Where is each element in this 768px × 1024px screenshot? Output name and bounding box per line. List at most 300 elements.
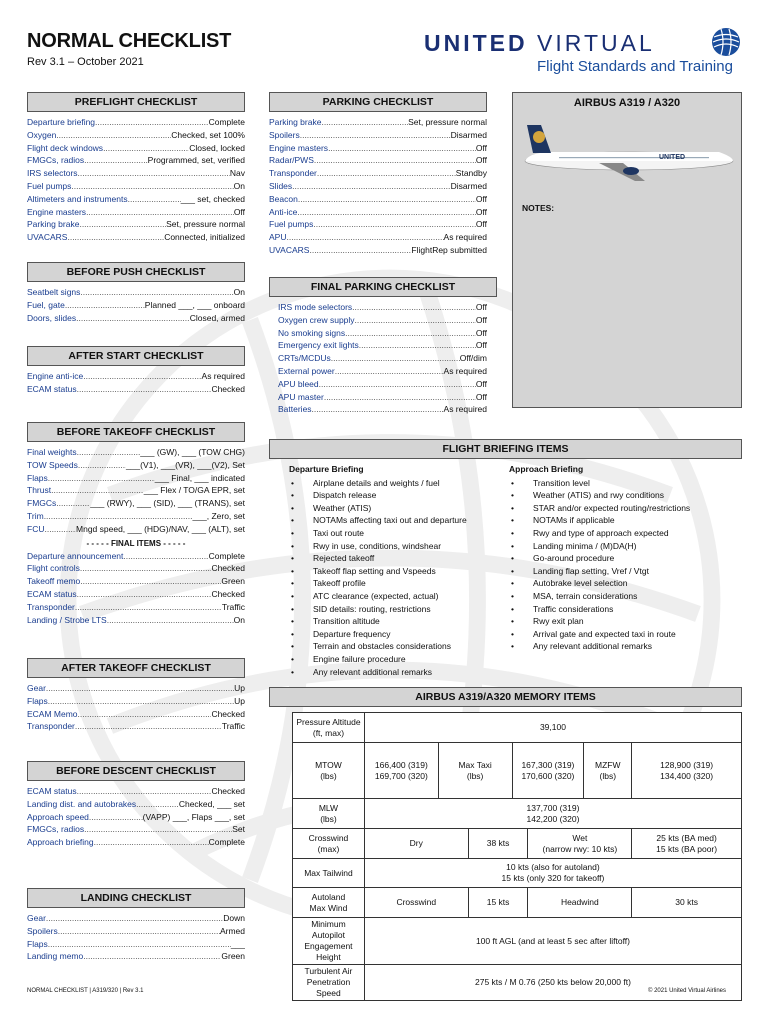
- bullet-icon: •: [291, 527, 294, 538]
- checklist-item-label: Trim: [27, 510, 44, 521]
- bullet-icon: •: [511, 590, 514, 601]
- bullet-icon: •: [511, 540, 514, 551]
- briefing-item-text: Taxi out route: [313, 527, 365, 538]
- turbulent-air-value: 275 kts / M 0.76 (250 kts below 20,000 ft): [364, 965, 741, 1001]
- briefing-item: [289, 489, 499, 502]
- checklist-item: [27, 510, 245, 523]
- bullet-icon: •: [511, 578, 514, 589]
- briefing-item: [509, 640, 742, 653]
- checklist-item-label: ECAM Memo: [27, 708, 78, 719]
- mtow-value: 166,400 (319) 169,700 (320): [364, 743, 438, 799]
- checklist-item-label: Parking brake: [27, 219, 80, 230]
- checklist-item-value: As required: [201, 371, 245, 381]
- checklist-item-value: Checked, ___ set: [178, 798, 245, 809]
- checklist-item-value: Closed, armed: [189, 312, 245, 323]
- checklist-item-label: Radar/PWS: [269, 155, 314, 166]
- checklist-item: [27, 142, 245, 155]
- leader-dots: [80, 575, 221, 588]
- leader-dots: [359, 339, 476, 352]
- leader-dots: [314, 154, 476, 167]
- leader-dots: [80, 562, 212, 575]
- leader-dots: [300, 129, 451, 142]
- checklist-item-value: Off: [475, 391, 487, 402]
- leader-dots: [345, 327, 476, 340]
- checklist-item: [27, 938, 245, 951]
- leader-dots: [76, 312, 190, 325]
- footer-right: © 2021 United Virtual Airlines: [648, 988, 727, 994]
- checklist-item: [27, 811, 245, 824]
- checklist-item-value: ___: [230, 938, 245, 949]
- checklist-item-value: Closed, locked: [189, 142, 245, 153]
- checklist-item-label: Emergency exit lights: [278, 340, 359, 351]
- checklist-item: [269, 167, 487, 180]
- bullet-icon: •: [291, 666, 294, 677]
- checklist-item-value: Armed: [219, 925, 245, 936]
- checklist-item-label: CRTs/MCDUs: [278, 353, 331, 364]
- leader-dots: [297, 206, 475, 219]
- bullet-icon: •: [511, 502, 514, 513]
- checklist-item: [27, 785, 245, 798]
- memory-items-table: [292, 712, 742, 1001]
- briefing-item: [289, 502, 499, 515]
- briefing-item: [289, 527, 499, 540]
- checklist-item-value: ___ Flex / TO/GA EPR, set: [143, 485, 245, 496]
- leader-dots: [58, 925, 220, 938]
- checklist-item-label: Flight deck windows: [27, 142, 104, 153]
- checklist-item: [27, 459, 245, 472]
- checklist-item-value: ___ set, checked: [180, 193, 245, 204]
- checklist-item: [278, 301, 487, 314]
- checklist-item-label: Fuel pumps: [269, 219, 314, 230]
- bullet-icon: •: [511, 527, 514, 538]
- brand-logo: [424, 30, 742, 80]
- briefing-item-text: Go-around procedure: [533, 553, 615, 564]
- checklist-item-value: Off: [475, 378, 487, 389]
- checklist-item-value: Traffic: [221, 601, 245, 612]
- leader-dots: [44, 523, 76, 536]
- briefing-item: [289, 640, 499, 653]
- min-autopilot-label: Minimum Autopilot Engagement Height: [293, 918, 365, 965]
- leader-dots: [84, 154, 148, 167]
- before-takeoff-checklist: [27, 422, 245, 626]
- checklist-item-label: Parking brake: [269, 117, 322, 127]
- checklist-item-value: Off: [475, 206, 487, 217]
- checklist-item-label: Spoilers: [269, 129, 300, 140]
- leader-dots: [56, 129, 171, 142]
- checklist-item-label: Engine anti-ice: [27, 371, 84, 381]
- leader-dots: [89, 811, 143, 824]
- bullet-icon: •: [511, 553, 514, 564]
- checklist-item-value: On: [233, 287, 245, 297]
- section-header: PREFLIGHT CHECKLIST: [27, 92, 245, 112]
- checklist-item: [278, 314, 487, 327]
- checklist-item-label: Fuel pumps: [27, 180, 72, 191]
- crosswind-dry-value: 38 kts: [468, 829, 528, 859]
- leader-dots: [107, 614, 234, 627]
- briefing-item-text: Landing flap setting, Vref / Vtgt: [533, 565, 649, 576]
- checklist-item-value: Green: [221, 576, 245, 587]
- checklist-item-value: Disarmed: [450, 129, 487, 140]
- leader-dots: [78, 459, 126, 472]
- autoland-crosswind-value: 15 kts: [468, 888, 528, 918]
- checklist-item-label: Seatbelt signs: [27, 287, 81, 297]
- leader-dots: [355, 314, 476, 327]
- bullet-icon: •: [291, 628, 294, 639]
- leader-dots: [319, 378, 476, 391]
- checklist-item: [27, 299, 245, 312]
- leader-dots: [48, 472, 155, 485]
- footer-left: NORMAL CHECKLIST | A319/320 | Rev 3.1: [27, 988, 144, 994]
- briefing-item: [509, 489, 742, 502]
- mtow-label: MTOW (lbs): [293, 743, 365, 799]
- checklist-item-value: Disarmed: [450, 180, 487, 191]
- checklist-item-label: APU bleed: [278, 378, 319, 389]
- checklist-item-label: Transponder: [27, 721, 75, 732]
- checklist-item-label: Engine masters: [27, 206, 87, 217]
- briefing-item-text: MSA, terrain considerations: [533, 590, 638, 601]
- brand-word-virtual: VIRTUAL: [537, 30, 655, 56]
- checklist-item-label: Landing dist. and autobrakes: [27, 798, 137, 809]
- leader-dots: [136, 798, 179, 811]
- checklist-item: [278, 365, 487, 378]
- leader-dots: [46, 682, 234, 695]
- leader-dots: [46, 912, 223, 925]
- checklist-item: [27, 167, 245, 180]
- bullet-icon: •: [291, 477, 294, 488]
- autoland-headwind-label: Headwind: [528, 888, 632, 918]
- checklist-item-label: Batteries: [278, 404, 312, 415]
- aircraft-image-icon: [519, 119, 735, 189]
- checklist-item-label: Landing / Strobe LTS: [27, 614, 107, 625]
- checklist-item-label: Flight controls: [27, 563, 80, 574]
- bullet-icon: •: [291, 590, 294, 601]
- leader-dots: [78, 167, 230, 180]
- briefing-item: [509, 590, 742, 603]
- checklist-item-value: As required: [443, 404, 487, 415]
- checklist-item-label: IRS selectors: [27, 168, 78, 179]
- brand-wordmark: [424, 30, 655, 57]
- section-header: FINAL PARKING CHECKLIST: [269, 277, 497, 297]
- checklist-item: [27, 836, 245, 849]
- checklist-item-value: Off: [475, 155, 487, 166]
- checklist-item-value: FlightRep submitted: [411, 244, 487, 255]
- checklist-item-label: Oxygen: [27, 129, 57, 140]
- checklist-item-value: Checked, set 100%: [171, 129, 245, 140]
- briefing-item-text: NOTAMs if applicable: [533, 515, 615, 526]
- briefing-item-text: Rwy in use, conditions, windshear: [313, 540, 442, 551]
- bullet-icon: •: [291, 641, 294, 652]
- checklist-item: [27, 912, 245, 925]
- checklist-item-label: APU master: [278, 391, 324, 402]
- briefing-item: [289, 565, 499, 578]
- briefing-item-text: Any relevant additional remarks: [533, 641, 653, 652]
- briefing-item-text: Dispatch release: [313, 490, 377, 501]
- revision-text: Rev 3.1 – October 2021: [27, 56, 144, 68]
- bullet-icon: •: [291, 515, 294, 526]
- checklist-item: [269, 180, 487, 193]
- section-header: FLIGHT BRIEFING ITEMS: [269, 439, 742, 459]
- checklist-item-value: ___ Final, ___ indicated: [154, 472, 245, 483]
- checklist-item-value: Checked: [211, 588, 245, 599]
- checklist-item-value: Checked: [211, 786, 245, 796]
- checklist-item-value: As required: [443, 365, 487, 376]
- checklist-item-value: ___ (RWY), ___ (SID), ___ (TRANS), set: [90, 498, 245, 509]
- checklist-item-label: Approach briefing: [27, 837, 94, 848]
- leader-dots: [48, 695, 234, 708]
- leader-dots: [65, 299, 145, 312]
- leader-dots: [317, 167, 456, 180]
- checklist-item-label: Oxygen crew supply: [278, 314, 355, 325]
- checklist-item: [27, 129, 245, 142]
- briefing-item-text: Rwy exit plan: [533, 616, 584, 627]
- leader-dots: [77, 446, 141, 459]
- briefing-item: [289, 603, 499, 616]
- checklist-item-label: UVACARS: [27, 232, 68, 243]
- checklist-item-label: Altimeters and instruments: [27, 193, 128, 204]
- bullet-icon: •: [291, 653, 294, 664]
- checklist-item-label: ECAM status: [27, 786, 77, 796]
- checklist-item: [269, 116, 487, 129]
- checklist-item: [269, 206, 487, 219]
- briefing-item: [289, 514, 499, 527]
- leader-dots: [56, 497, 90, 510]
- leader-dots: [324, 391, 476, 404]
- section-header: AFTER START CHECKLIST: [27, 346, 245, 366]
- leader-dots: [95, 116, 209, 129]
- leader-dots: [286, 231, 443, 244]
- leader-dots: [71, 180, 233, 193]
- briefing-item: [289, 653, 499, 666]
- briefing-item: [509, 527, 742, 540]
- leader-dots: [335, 365, 444, 378]
- briefing-item: [509, 514, 742, 527]
- crosswind-wet-value: 25 kts (BA med) 15 kts (BA poor): [632, 829, 742, 859]
- checklist-item-label: APU: [269, 232, 287, 243]
- checklist-item-value: Set, pressure normal: [408, 117, 487, 127]
- checklist-item-value: Complete: [208, 550, 245, 561]
- leader-dots: [128, 193, 181, 206]
- checklist-item-label: Thrust: [27, 485, 52, 496]
- briefing-item-text: Terrain and obstacles considerations: [313, 641, 451, 652]
- checklist-item-label: No smoking signs: [278, 327, 346, 338]
- departure-briefing-title: Departure Briefing: [289, 464, 364, 474]
- briefing-item-text: Traffic considerations: [533, 603, 614, 614]
- briefing-item-text: Takeoff profile: [313, 578, 366, 589]
- leader-dots: [51, 484, 144, 497]
- checklist-item: [278, 403, 487, 416]
- parking-checklist: [269, 92, 487, 257]
- checklist-item-value: Programmed, set, verified: [147, 155, 245, 166]
- checklist-item: [27, 472, 245, 485]
- checklist-item-value: Planned ___, ___ onboard: [144, 299, 245, 310]
- autoland-crosswind-label: Crosswind: [364, 888, 468, 918]
- bullet-icon: •: [511, 603, 514, 614]
- leader-dots: [352, 301, 476, 314]
- checklist-item-value: Traffic: [221, 721, 245, 732]
- briefing-item-text: NOTAMs affecting taxi out and departure: [313, 515, 467, 526]
- approach-briefing-title: Approach Briefing: [509, 464, 584, 474]
- checklist-item-value: Off: [475, 142, 487, 153]
- checklist-item: [27, 116, 245, 129]
- checklist-item-label: Flaps: [27, 695, 48, 706]
- leader-dots: [77, 383, 212, 396]
- leader-dots: [328, 142, 476, 155]
- briefing-item-text: Rwy and type of approach expected: [533, 527, 669, 538]
- checklist-item-value: ___ (GW), ___ (TOW CHG): [140, 447, 245, 457]
- checklist-item-value: On: [233, 614, 245, 625]
- checklist-item: [27, 798, 245, 811]
- leader-dots: [75, 720, 222, 733]
- checklist-item-label: FMGCs, radios: [27, 824, 85, 835]
- before-push-checklist: [27, 262, 245, 324]
- checklist-item-value: Off: [475, 340, 487, 351]
- bullet-icon: •: [291, 490, 294, 501]
- mzfw-label: MZFW (lbs): [584, 743, 632, 799]
- crosswind-wet-label: Wet (narrow rwy: 10 kts): [528, 829, 632, 859]
- checklist-item: [269, 193, 487, 206]
- briefing-item: [509, 565, 742, 578]
- landing-checklist: [27, 888, 245, 963]
- briefing-item: [289, 628, 499, 641]
- briefing-item: [289, 577, 499, 590]
- bullet-icon: •: [511, 616, 514, 627]
- checklist-item-label: Engine masters: [269, 142, 329, 153]
- final-items-label: - - - - - FINAL ITEMS - - - - -: [86, 538, 186, 548]
- leader-dots: [78, 708, 212, 721]
- briefing-item-text: Transition altitude: [313, 616, 380, 627]
- briefing-item-text: Arrival gate and expected taxi in route: [533, 628, 676, 639]
- checklist-item-label: Takeoff memo: [27, 576, 81, 587]
- briefing-item-text: Any relevant additional remarks: [313, 666, 433, 677]
- page-title: NORMAL CHECKLIST: [27, 30, 232, 52]
- checklist-item-value: Nav: [229, 168, 245, 179]
- leader-dots: [292, 180, 450, 193]
- mzfw-value: 128,900 (319) 134,400 (320): [632, 743, 742, 799]
- mlw-value: 137,700 (319) 142,200 (320): [364, 799, 741, 829]
- autoland-headwind-value: 30 kts: [632, 888, 742, 918]
- checklist-item-value: Off: [475, 219, 487, 230]
- final-parking-checklist: [269, 277, 497, 416]
- briefing-item: [509, 502, 742, 515]
- checklist-item: [27, 614, 245, 627]
- bullet-icon: •: [511, 641, 514, 652]
- checklist-item: [27, 562, 245, 575]
- briefing-item: [289, 477, 499, 490]
- checklist-item-value: Down: [223, 913, 245, 923]
- briefing-item-text: Engine failure procedure: [313, 653, 406, 664]
- briefing-item-text: Rejected takeoff: [313, 553, 375, 564]
- checklist-item-label: ECAM status: [27, 588, 77, 599]
- checklist-item-label: Gear: [27, 683, 46, 693]
- checklist-item-label: FMGCs: [27, 498, 57, 509]
- pressure-altitude-value: 39,100: [364, 713, 741, 743]
- section-header: BEFORE TAKEOFF CHECKLIST: [27, 422, 245, 442]
- briefing-item: [509, 628, 742, 641]
- checklist-item: [278, 339, 487, 352]
- briefing-item-text: SID details: routing, restrictions: [313, 603, 431, 614]
- checklist-item-label: Transponder: [27, 601, 75, 612]
- leader-dots: [67, 231, 164, 244]
- checklist-item: [269, 154, 487, 167]
- checklist-item-value: Off/dim: [459, 353, 487, 364]
- after-start-checklist: [27, 346, 245, 396]
- checklist-item-label: Slides: [269, 180, 293, 191]
- checklist-item-label: Flaps: [27, 472, 48, 483]
- briefing-item: [289, 590, 499, 603]
- bullet-icon: •: [511, 628, 514, 639]
- section-header: AIRBUS A319/A320 MEMORY ITEMS: [269, 687, 742, 707]
- checklist-item-label: Gear: [27, 913, 46, 923]
- checklist-item: [27, 180, 245, 193]
- briefing-item-text: Airplane details and weights / fuel: [313, 477, 440, 488]
- leader-dots: [86, 206, 234, 219]
- crosswind-label: Crosswind (max): [293, 829, 365, 859]
- checklist-item: [269, 129, 487, 142]
- checklist-item: [27, 206, 245, 219]
- leader-dots: [77, 785, 212, 798]
- checklist-item-value: Green: [221, 951, 245, 962]
- checklist-item: [27, 154, 245, 167]
- checklist-item-value: Off: [475, 327, 487, 338]
- briefing-item-text: Weather (ATIS) and rwy conditions: [533, 490, 665, 501]
- checklist-item-label: Approach speed: [27, 811, 89, 822]
- checklist-item: [269, 231, 487, 244]
- briefing-item-text: Takeoff flap setting and Vspeeds: [313, 565, 436, 576]
- checklist-item-label: Fuel, gate: [27, 299, 65, 310]
- briefing-item: [289, 552, 499, 565]
- checklist-item-label: Anti-ice: [269, 206, 298, 217]
- checklist-item: [27, 383, 245, 396]
- after-takeoff-checklist: [27, 658, 245, 733]
- leader-dots: [48, 938, 231, 951]
- checklist-item: [27, 575, 245, 588]
- pressure-altitude-label: Pressure Altitude (ft, max): [293, 713, 365, 743]
- aircraft-title: AIRBUS A319 / A320: [573, 97, 681, 109]
- checklist-item: [27, 312, 245, 325]
- briefing-item: [289, 666, 499, 679]
- bullet-icon: •: [291, 502, 294, 513]
- checklist-item-value: (VAPP) ___, Flaps ___, set: [142, 811, 245, 822]
- checklist-item-value: Up: [234, 695, 245, 706]
- checklist-item-value: Off: [475, 302, 487, 312]
- checklist-item: [27, 286, 245, 299]
- checklist-item: [27, 523, 245, 536]
- checklist-item: [27, 370, 245, 383]
- briefing-item: [289, 540, 499, 553]
- leader-dots: [309, 244, 411, 257]
- section-header: LANDING CHECKLIST: [27, 888, 245, 908]
- memory-items: [269, 687, 742, 707]
- checklist-item-label: FMGCs, radios: [27, 155, 85, 166]
- briefing-item: [509, 552, 742, 565]
- checklist-item-label: TOW Speeds: [27, 459, 78, 470]
- leader-dots: [312, 403, 444, 416]
- leader-dots: [123, 550, 208, 563]
- checklist-item-value: Checked: [211, 563, 245, 574]
- checklist-item: [269, 142, 487, 155]
- approach-briefing: [509, 463, 742, 653]
- checklist-item: [27, 708, 245, 721]
- briefing-item-text: Landing minima / (M)DA(H): [533, 540, 637, 551]
- min-autopilot-value: 100 ft AGL (and at least 5 sec after liftoff): [364, 918, 741, 965]
- checklist-item-value: Off: [475, 314, 487, 325]
- checklist-item-label: Final weights: [27, 447, 77, 457]
- leader-dots: [298, 193, 476, 206]
- checklist-item-value: Standby: [455, 168, 487, 179]
- briefing-item-text: Departure frequency: [313, 628, 391, 639]
- checklist-item-label: Transponder: [269, 168, 317, 179]
- checklist-item: [27, 550, 245, 563]
